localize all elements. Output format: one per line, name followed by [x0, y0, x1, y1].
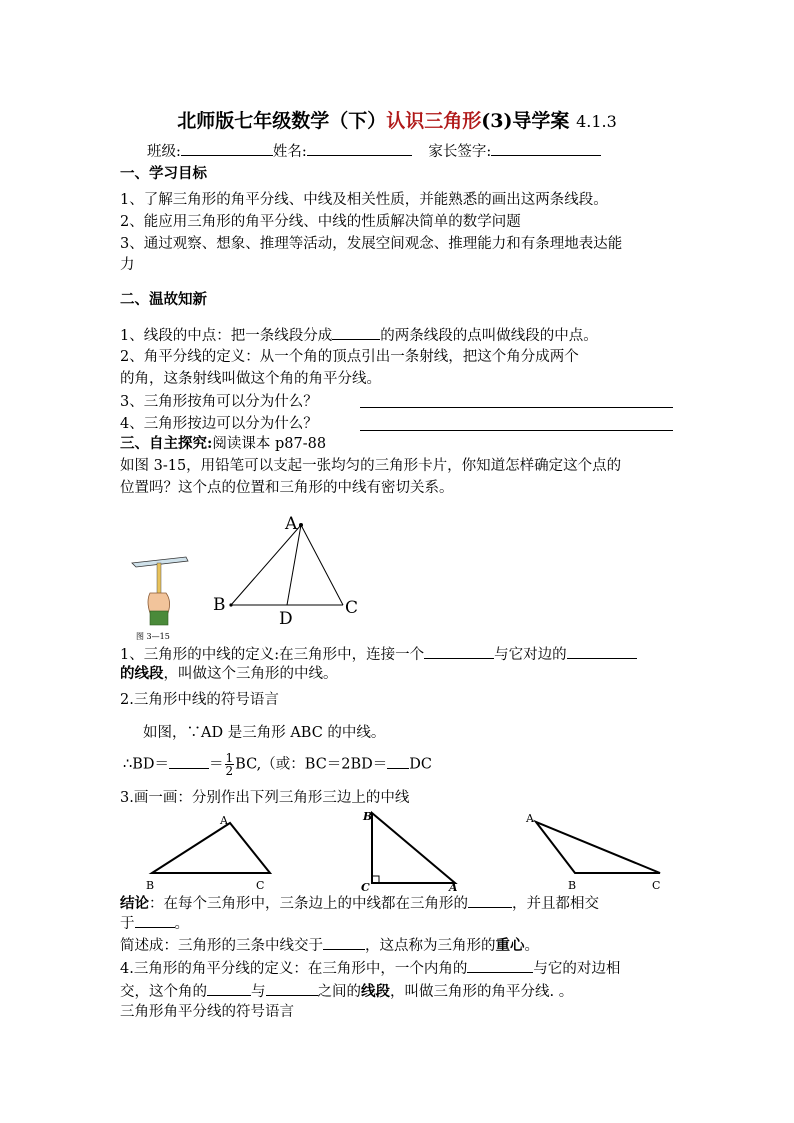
name-label: 姓名: [272, 144, 307, 160]
section3-intro-2: 位置吗？这个点的位置和三角形的中线有密切关系。 [120, 480, 454, 496]
def4-text-e: 之间的 [317, 984, 361, 1000]
class-label: 班级: [147, 144, 181, 160]
label-a: A [285, 514, 298, 534]
objective-1: 1、了解三角形的角平分线、中线及相关性质，并能熟悉的画出这两条线段。 [120, 192, 608, 208]
def4-blank-1[interactable] [467, 957, 533, 973]
def1-text-d: ，叫做这个三角形的中线。 [163, 666, 338, 682]
review-q3: 3、三角形按角可以分为什么？ [120, 394, 318, 410]
conclusion-text-b: ，并且都相交 [512, 896, 599, 912]
objective-3a: 3、通过观察、想象、推理等活动，发展空间观念、推理能力和有条理地表达能 [120, 236, 623, 252]
median-symbol-1: 如图，∵AD 是三角形 ABC 的中线。 [143, 725, 386, 741]
def4-text-d: 与 [251, 984, 266, 1000]
centroid-term: 重心 [495, 937, 525, 954]
conclusion-line-2 [120, 912, 189, 934]
section3-intro-1: 如图 3-15，用铅笔可以支起一张均匀的三角形卡片，你知道怎样确定这个点的 [120, 458, 622, 474]
brief-statement [120, 934, 539, 956]
review-q1-text-b: 的两条线段的点叫做线段的中点。 [380, 328, 598, 344]
review-q4: 4、三角形按边可以分为什么？ [120, 416, 318, 432]
def4-text-a: 4.三角形的角平分线的定义：在三角形中，一个内角的 [120, 961, 468, 977]
fig-3-15-illustration [128, 555, 198, 643]
conclusion-label: 结论 [120, 895, 149, 912]
sym2-text-a: ∴BD＝ [123, 756, 170, 773]
def4-text-b: 与它的对边相 [533, 961, 621, 977]
t1-label-b: B [146, 879, 155, 892]
title-part1: 北师版七年级数学（下） [177, 110, 387, 132]
brief-text-a: 简述成：三角形的三条中线交于 [120, 938, 323, 954]
sleeve-shape [150, 611, 168, 625]
side-ab [231, 525, 301, 605]
conclusion-text-c: 于 [120, 916, 135, 932]
pencil-shape [157, 563, 161, 595]
section3-heading-line [120, 434, 326, 454]
conclusion-blank-1[interactable] [468, 892, 512, 908]
vertex-b-dot [229, 603, 232, 606]
review-q2a: 2、角平分线的定义：从一个角的顶点引出一条射线，把这个角分成两个 [120, 349, 579, 365]
objective-2: 2、能应用三角形的角平分线、中线的性质解决简单的数学问题 [120, 214, 521, 230]
label-b: B [213, 595, 226, 615]
parent-label: 家长签字: [428, 144, 492, 160]
brief-text-b: ，这点称为三角形的 [365, 938, 496, 954]
triangle-3-outline [536, 822, 660, 873]
def1-blank-1[interactable] [424, 643, 494, 659]
label-c: C [345, 598, 359, 618]
conclusion-text-a: ：在每个三角形中，三条边上的中线都在三角形的 [149, 896, 468, 912]
t3-label-a: A [526, 812, 534, 825]
brief-blank[interactable] [323, 934, 365, 950]
side-ac [301, 525, 343, 605]
sym2-text-d: DC [409, 756, 433, 773]
def4-blank-2[interactable] [207, 980, 251, 996]
review-q4-answer-line[interactable] [360, 430, 673, 431]
median-symbol-2 [123, 752, 432, 777]
def4-bold-term: 线段 [361, 983, 390, 1000]
section3-reading: 阅读课本 p87-88 [212, 436, 327, 452]
brief-text-c: 。 [524, 938, 539, 954]
title-part2: 认识三角形 [386, 110, 482, 132]
def1-text-b: 与它对边的 [494, 647, 567, 663]
t1-label-c: C [256, 879, 265, 892]
class-field[interactable] [181, 140, 273, 156]
t2-label-a: A [449, 881, 458, 893]
one-half-fraction [225, 752, 235, 777]
bisector-definition-2 [120, 980, 573, 1002]
median-triangle-figure [205, 505, 375, 630]
exercise-triangle-1[interactable] [140, 808, 280, 893]
fraction-denominator: 2 [225, 764, 234, 778]
median-ad [287, 525, 301, 605]
def1-text-a: 1、三角形的中线的定义:在三角形中，连接一个 [120, 647, 425, 663]
conclusion-text-d: 。 [174, 916, 189, 932]
fig-caption: 图 3—15 [136, 632, 170, 641]
section2-heading: 二、温故知新 [120, 291, 207, 308]
name-field[interactable] [307, 140, 412, 156]
review-q2b: 的角，这条射线叫做这个角的角平分线。 [120, 371, 381, 387]
median-definition-2 [120, 664, 338, 684]
sym2-blank-1[interactable] [169, 753, 209, 769]
sym2-text-c: BC,（或：BC＝2BD＝ [235, 756, 388, 773]
conclusion-line-1 [120, 892, 599, 914]
def1-blank-2[interactable] [567, 643, 637, 659]
bisector-definition-1 [120, 957, 620, 979]
t3-label-c: C [652, 879, 661, 892]
title-version: 4.1.3 [576, 112, 617, 131]
sym2-text-b: ＝ [209, 756, 224, 773]
page-title [0, 106, 794, 133]
right-angle-mark [372, 876, 379, 883]
conclusion-blank-2[interactable] [135, 912, 175, 928]
draw-heading: 3.画一画：分别作出下列三角形三边上的中线 [120, 790, 410, 806]
review-q1 [120, 324, 598, 346]
section3-heading: 三、自主探究: [120, 435, 213, 452]
def4-text-c: 交，这个角的 [120, 984, 207, 1000]
review-q1-blank[interactable] [332, 324, 380, 340]
info-line [147, 140, 601, 162]
parent-signature-field[interactable] [491, 140, 601, 156]
median-symbol-heading: 2.三角形中线的符号语言 [120, 692, 279, 708]
bisector-symbol-heading: 三角形角平分线的符号语言 [120, 1004, 294, 1020]
sym2-blank-2[interactable] [387, 753, 409, 769]
exercise-triangle-2[interactable] [355, 805, 465, 893]
section1-heading: 一、学习目标 [120, 165, 207, 182]
vertex-a-dot [299, 523, 303, 527]
objective-3b: 力 [120, 257, 135, 273]
review-q1-text-a: 1、线段的中点：把一条线段分成 [120, 328, 333, 344]
t1-label-a: A [220, 814, 228, 827]
triangle-2-outline [372, 813, 455, 883]
t3-label-b: B [568, 879, 577, 892]
def4-text-g: ，叫做三角形的角平分线. 。 [390, 984, 574, 1000]
t2-label-c: C [361, 881, 370, 893]
t2-label-b: B [363, 810, 373, 823]
label-d: D [279, 609, 293, 629]
def4-blank-3[interactable] [266, 980, 318, 996]
def1-bold-term: 的线段 [120, 665, 164, 682]
median-definition-1 [120, 643, 637, 665]
exercise-triangle-3[interactable] [520, 808, 670, 893]
title-part3: (3)导学案 [481, 110, 570, 132]
triangle-1-outline [152, 823, 270, 873]
fraction-numerator: 1 [225, 751, 234, 765]
review-q3-answer-line[interactable] [360, 407, 673, 408]
